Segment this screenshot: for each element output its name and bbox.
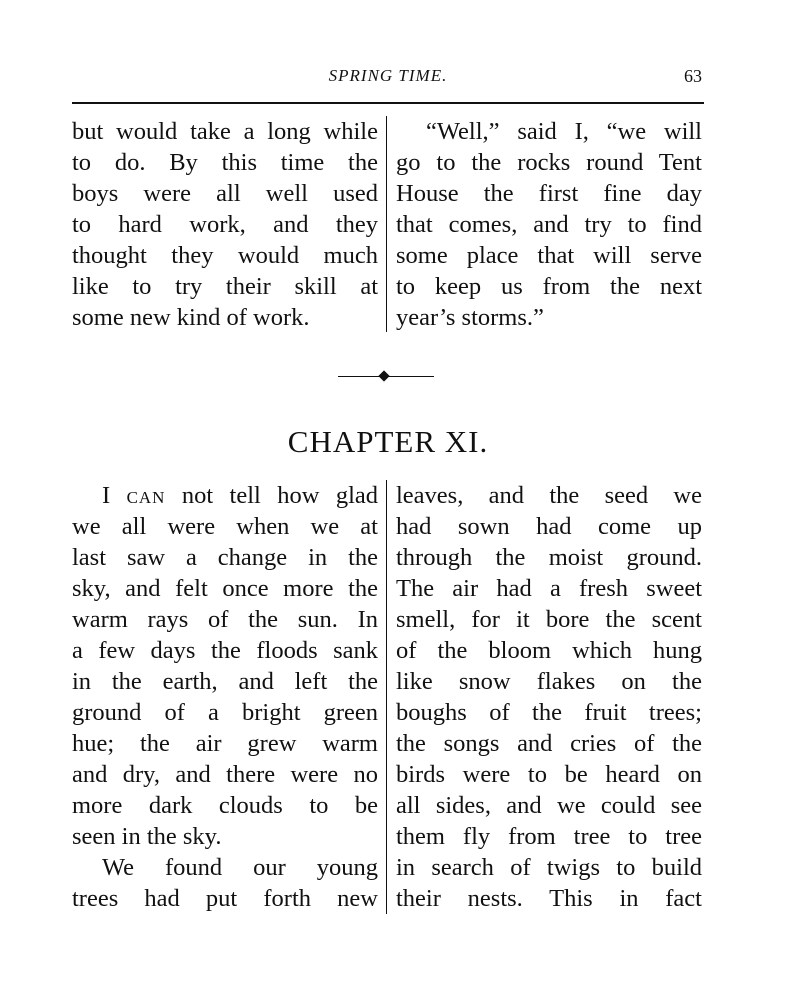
column-divider <box>386 480 387 914</box>
text-line: smell, for it bore the scent <box>396 606 702 633</box>
text-line: through the moist ground. <box>396 544 702 571</box>
text-line: last saw a change in the <box>72 544 378 571</box>
diamond-ornament-icon <box>378 370 389 381</box>
top-right-column <box>396 116 702 333</box>
text-line: leaves, and the seed we <box>396 482 702 509</box>
column-divider <box>386 116 387 332</box>
text-line: we all were when we at <box>72 513 378 540</box>
running-head <box>72 66 704 90</box>
text-line: House the first fine day <box>396 180 702 207</box>
chapter-right-column <box>396 480 702 914</box>
text-line: of the bloom which hung <box>396 637 702 664</box>
text-line: go to the rocks round Tent <box>396 149 702 176</box>
text-line: trees had put forth new <box>72 885 378 912</box>
text-line: to hard work, and they <box>72 211 378 238</box>
top-left-column <box>72 116 378 333</box>
text-line: boughs of the fruit trees; <box>396 699 702 726</box>
text-line: them fly from tree to tree <box>396 823 702 850</box>
text-line: the songs and cries of the <box>396 730 702 757</box>
text-line: to keep us from the next <box>396 273 702 300</box>
text-line: a few days the floods sank <box>72 637 378 664</box>
text-line: seen in the sky. <box>72 823 222 850</box>
first-word: I <box>102 482 111 509</box>
text-line: sky, and felt once more the <box>72 575 378 602</box>
text-line: year’s storms.” <box>396 304 544 331</box>
text-line: all sides, and we could see <box>396 792 702 819</box>
text-line: boys were all well used <box>72 180 378 207</box>
text-line: ground of a bright green <box>72 699 378 726</box>
text-line: in the earth, and left the <box>72 668 378 695</box>
text-line: some new kind of work. <box>72 304 310 331</box>
chapter-heading: CHAPTER XI. <box>287 424 489 459</box>
header-rule <box>72 102 704 104</box>
text-line: warm rays of the sun. In <box>72 606 378 633</box>
text-line: like snow flakes on the <box>396 668 702 695</box>
first-line-rest: not tell how glad <box>181 482 378 509</box>
section-ornament <box>338 376 434 381</box>
text-line: their nests. This in fact <box>396 885 702 912</box>
text-line: like to try their skill at <box>72 273 378 300</box>
smallcaps-word: CAN <box>126 488 166 507</box>
text-line: that comes, and try to find <box>396 211 702 238</box>
text-line: The air had a fresh sweet <box>396 575 702 602</box>
text-line: to do. By this time the <box>72 149 378 176</box>
text-line: some place that will serve <box>396 242 702 269</box>
text-line: more dark clouds to be <box>72 792 378 819</box>
page-number: 63 <box>684 66 702 86</box>
chapter-left-column <box>72 480 378 914</box>
text-line: We found our young <box>102 854 378 881</box>
text-line: in search of twigs to build <box>396 854 702 881</box>
text-line: thought they would much <box>72 242 378 269</box>
text-line: birds were to be heard on <box>396 761 702 788</box>
text-line: had sown had come up <box>396 513 702 540</box>
running-title: SPRING TIME. <box>328 66 448 85</box>
text-line: but would take a long while <box>72 118 378 145</box>
text-line: hue; the air grew warm <box>72 730 378 757</box>
text-line: and dry, and there were no <box>72 761 378 788</box>
first-line <box>72 480 378 511</box>
text-line: “Well,” said I, “we will <box>426 118 702 145</box>
